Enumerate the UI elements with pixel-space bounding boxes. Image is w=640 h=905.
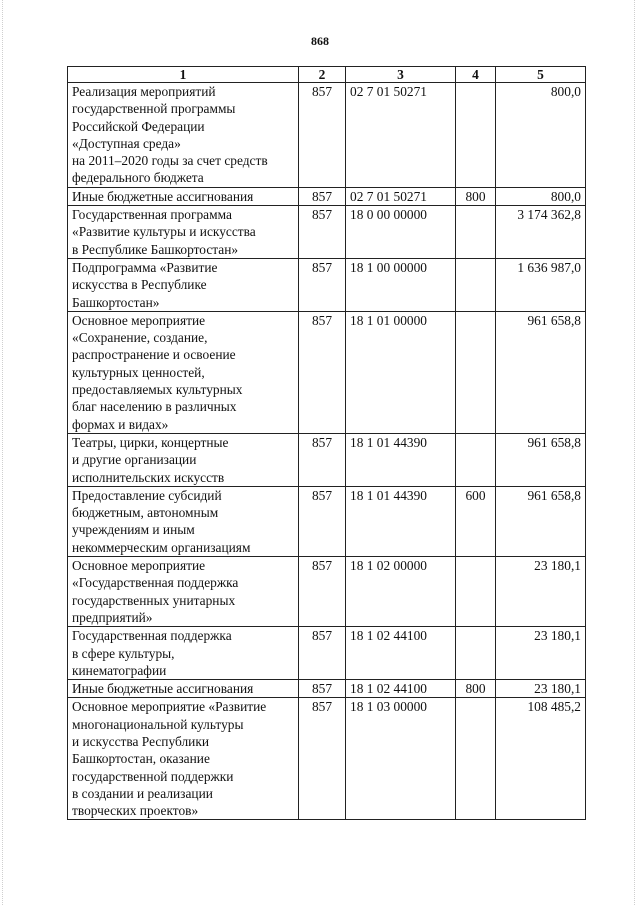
amount-cell: 961 658,8 bbox=[496, 311, 586, 433]
row-name-cell: Театры, цирки, концертные и другие организации исполнительских искусств bbox=[68, 433, 299, 486]
expense-type-cell bbox=[456, 206, 496, 259]
row-name-cell: Реализация мероприятий государственной программы Российской Федерации «Доступная среда» на 2011–2020 годы за счет средств федерального бюджета bbox=[68, 83, 299, 188]
ministry-code-cell: 857 bbox=[299, 83, 346, 188]
table-row bbox=[68, 627, 586, 680]
row-name-cell: Предоставление субсидий бюджетным, автономным учреждениям и иным некоммерческим организациям bbox=[68, 486, 299, 556]
expense-type-cell bbox=[456, 433, 496, 486]
target-article-cell: 02 7 01 50271 bbox=[346, 187, 456, 205]
ministry-code-cell: 857 bbox=[299, 486, 346, 556]
target-article-cell: 02 7 01 50271 bbox=[346, 83, 456, 188]
expense-type-cell: 800 bbox=[456, 680, 496, 698]
table-row bbox=[68, 698, 586, 820]
header-col-1: 1 bbox=[68, 67, 299, 83]
budget-table bbox=[67, 66, 586, 820]
row-name-cell: Государственная программа «Развитие культуры и искусства в Республике Башкортостан» bbox=[68, 206, 299, 259]
amount-cell: 961 658,8 bbox=[496, 433, 586, 486]
row-name-cell: Основное мероприятие «Сохранение, создание, распространение и освоение культурных ценностей, предоставляемых культурных благ населению в различных формах и видах» bbox=[68, 311, 299, 433]
table-row bbox=[68, 680, 586, 698]
scan-edge-right bbox=[634, 0, 636, 905]
expense-type-cell: 600 bbox=[456, 486, 496, 556]
amount-cell: 23 180,1 bbox=[496, 557, 586, 627]
table-row bbox=[68, 486, 586, 556]
ministry-code-cell: 857 bbox=[299, 627, 346, 680]
expense-type-cell bbox=[456, 83, 496, 188]
row-name-cell: Основное мероприятие «Развитие многонациональной культуры и искусства Республики Башкортостан, оказание государственной поддержки в создании и реализации творческих проектов» bbox=[68, 698, 299, 820]
target-article-cell: 18 1 01 44390 bbox=[346, 486, 456, 556]
table-row bbox=[68, 258, 586, 311]
table-row bbox=[68, 433, 586, 486]
table-row bbox=[68, 187, 586, 205]
row-name-cell: Основное мероприятие «Государственная поддержка государственных унитарных предприятий» bbox=[68, 557, 299, 627]
ministry-code-cell: 857 bbox=[299, 698, 346, 820]
target-article-cell: 18 1 01 00000 bbox=[346, 311, 456, 433]
target-article-cell: 18 1 02 44100 bbox=[346, 680, 456, 698]
amount-cell: 108 485,2 bbox=[496, 698, 586, 820]
row-name-cell: Государственная поддержка в сфере культуры, кинематографии bbox=[68, 627, 299, 680]
expense-type-cell: 800 bbox=[456, 187, 496, 205]
amount-cell: 1 636 987,0 bbox=[496, 258, 586, 311]
table-row bbox=[68, 557, 586, 627]
target-article-cell: 18 0 00 00000 bbox=[346, 206, 456, 259]
expense-type-cell bbox=[456, 557, 496, 627]
amount-cell: 23 180,1 bbox=[496, 680, 586, 698]
amount-cell: 961 658,8 bbox=[496, 486, 586, 556]
amount-cell: 800,0 bbox=[496, 187, 586, 205]
target-article-cell: 18 1 02 00000 bbox=[346, 557, 456, 627]
ministry-code-cell: 857 bbox=[299, 680, 346, 698]
header-col-3: 3 bbox=[346, 67, 456, 83]
amount-cell: 23 180,1 bbox=[496, 627, 586, 680]
ministry-code-cell: 857 bbox=[299, 557, 346, 627]
target-article-cell: 18 1 02 44100 bbox=[346, 627, 456, 680]
expense-type-cell bbox=[456, 627, 496, 680]
header-col-5: 5 bbox=[496, 67, 586, 83]
target-article-cell: 18 1 01 44390 bbox=[346, 433, 456, 486]
target-article-cell: 18 1 03 00000 bbox=[346, 698, 456, 820]
table-row bbox=[68, 311, 586, 433]
amount-cell: 3 174 362,8 bbox=[496, 206, 586, 259]
target-article-cell: 18 1 00 00000 bbox=[346, 258, 456, 311]
scan-edge-left bbox=[2, 0, 4, 905]
page-number: 868 bbox=[311, 34, 329, 48]
expense-type-cell bbox=[456, 311, 496, 433]
ministry-code-cell: 857 bbox=[299, 258, 346, 311]
ministry-code-cell: 857 bbox=[299, 311, 346, 433]
header-col-4: 4 bbox=[456, 67, 496, 83]
table-row bbox=[68, 83, 586, 188]
amount-cell: 800,0 bbox=[496, 83, 586, 188]
row-name-cell: Иные бюджетные ассигнования bbox=[68, 187, 299, 205]
table-body bbox=[68, 83, 586, 820]
row-name-cell: Подпрограмма «Развитие искусства в Республике Башкортостан» bbox=[68, 258, 299, 311]
header-col-2: 2 bbox=[299, 67, 346, 83]
expense-type-cell bbox=[456, 258, 496, 311]
table-row bbox=[68, 206, 586, 259]
ministry-code-cell: 857 bbox=[299, 206, 346, 259]
expense-type-cell bbox=[456, 698, 496, 820]
row-name-cell: Иные бюджетные ассигнования bbox=[68, 680, 299, 698]
table-header-row bbox=[68, 67, 586, 83]
ministry-code-cell: 857 bbox=[299, 187, 346, 205]
ministry-code-cell: 857 bbox=[299, 433, 346, 486]
